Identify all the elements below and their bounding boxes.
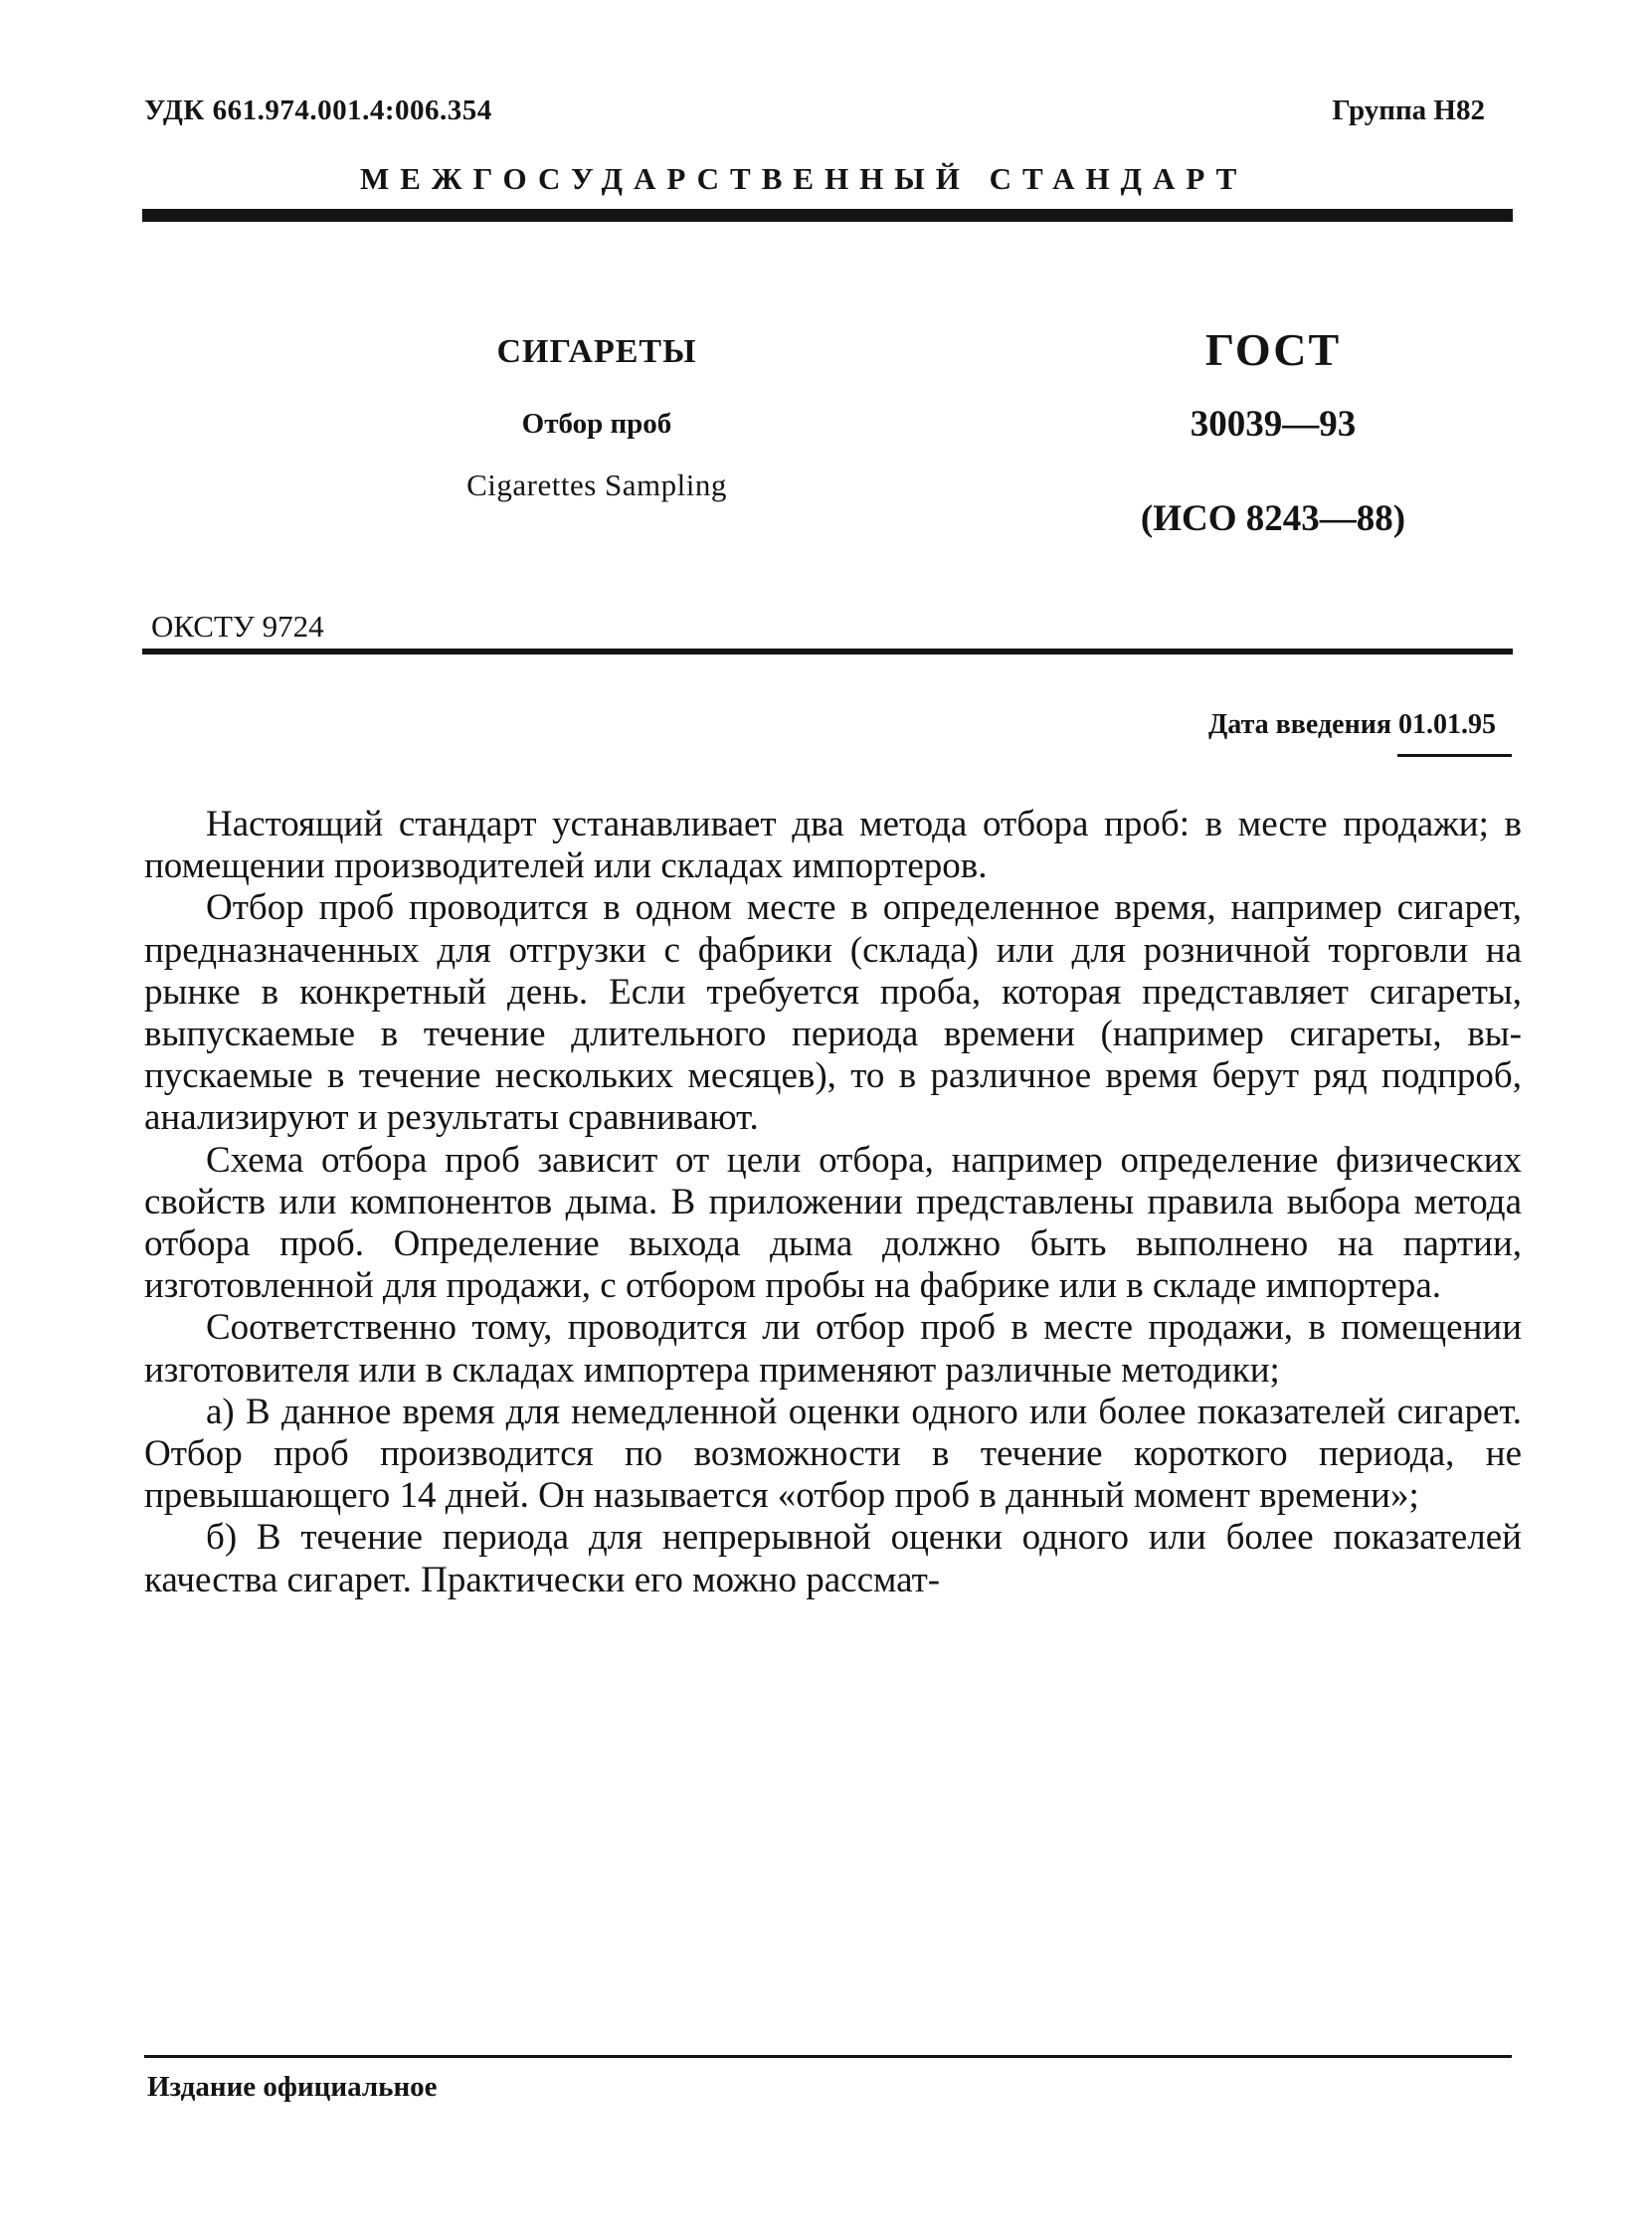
gost-number: 30039—93 [1190,404,1357,445]
footer-rule [144,2055,1512,2058]
paragraph: Схема отбора проб зависит от цели отбора, например определение физических свойств или компонентов дыма. В приложении представлены правила выбора метода отбора проб. Определение выхода дыма должно быть выполнено на партии, изготовленной для продажи, с отбором пробы на фабрике или в складе импортера. [144,1139,1522,1307]
official-edition-note: Издание официальное [147,2071,438,2103]
iso-reference: (ИСО 8243—88) [1140,498,1406,539]
group-code: Группа Н82 [1332,94,1485,126]
paragraph: Отбор проб проводится в одном месте в определенное время, например сигарет, предназначенных для отгрузки с фабрики (склада) или для розничной торговли на рынке в конкретный день. Если требуется проба, которая представляет сигареты, выпускаемые в течение длительного периода времени (например сигареты, выпускаемые в течение нескольких месяцев), то в различное время берут ряд подпроб, анализируют и результаты сравнивают. [144,887,1522,1139]
interstate-standard-heading: МЕЖГОСУДАРСТВЕННЫЙ СТАНДАРТ [360,161,1248,196]
paragraph: Настоящий стандарт устанавливает два метода отбора проб: в месте продажи; в помещении производителей или складах импортеров. [144,804,1522,887]
udk-code: УДК 661.974.001.4:006.354 [144,94,492,126]
document-subtitle: Отбор проб [521,408,672,440]
title-block-rule [142,649,1513,654]
date-underline [1397,754,1512,757]
list-item-a: а) В данное время для немедленной оценки одного или более показателей сигарет. Отбор проб производится по возможности в течение короткого периода, не превышающего 14 дней. Он называется «отбор проб в данный момент времени»; [144,1391,1522,1517]
document-title: СИГАРЕТЫ [496,333,697,370]
introduction-date: Дата введения 01.01.95 [1208,709,1496,740]
body-text [144,804,1522,1601]
oksty-code: ОКСТУ 9724 [151,609,324,644]
english-title: Cigarettes Sampling [466,467,727,502]
gost-label: ГОСТ [1204,324,1342,375]
paragraph: Соответственно тому, проводится ли отбор проб в месте продажи, в помещении изготовителя или в складах импортера применяют различные методики; [144,1307,1522,1391]
header-rule [142,209,1513,222]
list-item-b: б) В течение периода для непрерывной оценки одного или более показателей качества сигарет. Практически его можно рассмат- [144,1517,1522,1600]
